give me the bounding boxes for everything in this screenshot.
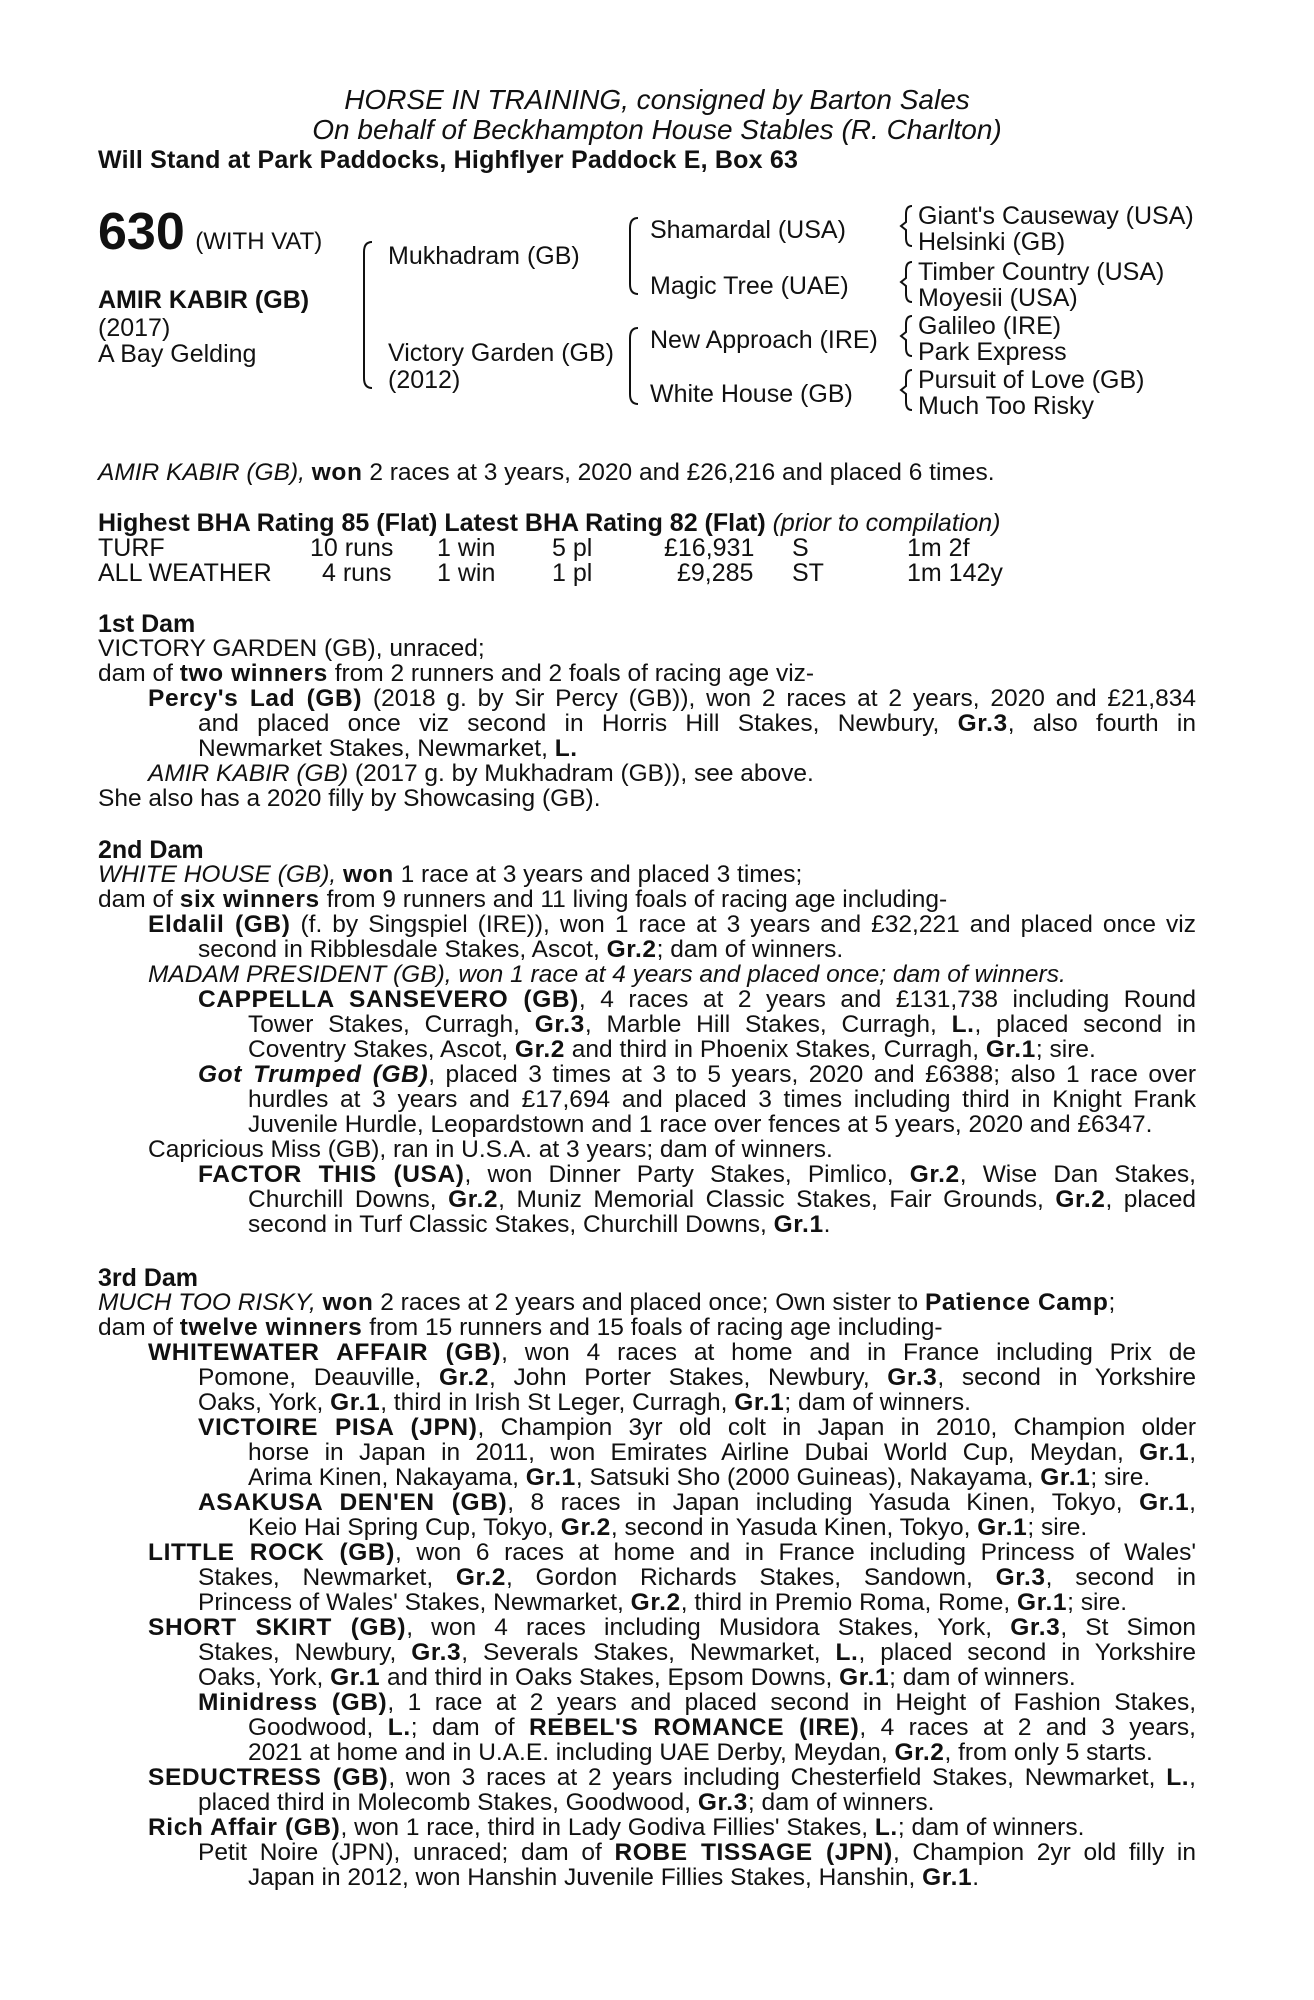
sire-dam: Magic Tree (UAE) [650,272,849,300]
horse-name: AMIR KABIR (GB) [98,286,310,314]
dam3-line: MUCH TOO RISKY, won 2 races at 2 years and placed once; Own sister to Patience Camp; [98,1289,1116,1316]
dam2-line: second in Turf Classic Stakes, Churchill Downs, Gr.1. [248,1211,831,1238]
lot-vat: (WITH VAT) [195,228,323,255]
dam-bracket [626,326,640,406]
dam1-line: Newmarket Stakes, Newmarket, L. [198,735,578,762]
lot-number: 630 [98,203,185,261]
third-dam-heading: 3rd Dam [98,1264,199,1292]
first-dam-heading: 1st Dam [98,610,196,638]
sd-bracket [900,260,914,304]
stand-location-line: Will Stand at Park Paddocks, Highflyer Paddock E, Box 63 [98,146,799,174]
sd-dam: Moyesii (USA) [918,284,1078,312]
rt-distance: 1m 142y [907,559,1003,587]
ss-dam: Helsinki (GB) [918,228,1066,256]
rt-wins: 1 win [437,534,496,562]
dam3-line: dam of twelve winners from 15 runners and 15 foals of racing age including- [98,1314,943,1341]
dam2-line: Got Trumped (GB), placed 3 times at 3 to 5 years, 2020 and £6388; also 1 race over [198,1061,1197,1088]
dam3-line: Petit Noire (JPN), unraced; dam of ROBE TISSAGE (JPN), Champion 2yr old filly in [198,1839,1196,1866]
lot-heading [98,202,322,262]
dam3-line: Japan in 2012, won Hanshin Juvenile Fillies Stakes, Hanshin, Gr.1. [248,1864,980,1891]
dam-dam: White House (GB) [650,380,853,408]
dam3-line: Minidress (GB), 1 race at 2 years and placed second in Height of Fashion Stakes, [198,1689,1196,1716]
dd-dam: Much Too Risky [918,392,1094,420]
behalf-line: On behalf of Beckhampton House Stables (R. Charlton) [312,114,1002,145]
dam3-line: ASAKUSA DEN'EN (GB), 8 races in Japan including Yasuda Kinen, Tokyo, Gr.1, [198,1489,1196,1516]
dam3-line: Pomone, Deauville, Gr.2, John Porter Stakes, Newbury, Gr.3, second in Yorkshire [198,1364,1196,1391]
dam3-line: 2021 at home and in U.A.E. including UAE Derby, Meydan, Gr.2, from only 5 starts. [248,1739,1153,1766]
dam1-line: She also has a 2020 filly by Showcasing (GB). [98,785,601,812]
dam2-line: Coventry Stakes, Ascot, Gr.2 and third in Phoenix Stakes, Curragh, Gr.1; sire. [248,1036,1096,1063]
ds-sire: Galileo (IRE) [918,312,1062,340]
bha-rating: Highest BHA Rating 85 (Flat) Latest BHA Rating 82 (Flat) (prior to compilation) [98,509,1001,537]
dam3-line: horse in Japan in 2011, won Emirates Airline Dubai World Cup, Meydan, Gr.1, [248,1439,1196,1466]
dam1-line: VICTORY GARDEN (GB), unraced; [98,635,485,662]
dam3-line: SEDUCTRESS (GB), won 3 races at 2 years including Chesterfield Stakes, Newmarket, L., [148,1764,1196,1791]
rt-distance: 1m 2f [907,534,970,562]
dam2-line: dam of six winners from 9 runners and 11 living foals of racing age including- [98,886,948,913]
dam-year: (2012) [388,366,461,394]
dam2-line: Capricious Miss (GB), ran in U.S.A. at 3 years; dam of winners. [148,1136,833,1163]
consignor-line: HORSE IN TRAINING, consigned by Barton Sales [344,84,970,115]
rt-placed: 1 pl [552,559,593,587]
ds-bracket [900,314,914,358]
dam2-line: CAPPELLA SANSEVERO (GB), 4 races at 2 years and £131,738 including Round [198,986,1196,1013]
rt-runs: 4 runs [322,559,392,587]
dam2-line: Churchill Downs, Gr.2, Muniz Memorial Classic Stakes, Fair Grounds, Gr.2, placed [248,1186,1196,1213]
dam3-line: Princess of Wales' Stakes, Newmarket, Gr.2, third in Premio Roma, Rome, Gr.1; sire. [198,1589,1128,1616]
dam3-line: Rich Affair (GB), won 1 race, third in Lady Godiva Fillies' Stakes, L.; dam of winners. [148,1814,1085,1841]
rt-earnings: £9,285 [677,559,754,587]
dam2-line: Juvenile Hurdle, Leopardstown and 1 race over fences at 5 years, 2020 and £6347. [248,1111,1153,1138]
dam2-line: WHITE HOUSE (GB), won 1 race at 3 years and placed 3 times; [98,861,803,888]
dam-name: Victory Garden (GB) [388,339,615,367]
rt-surface: ALL WEATHER [98,559,272,587]
rt-going: S [792,534,809,562]
dam3-line: Oaks, York, Gr.1, third in Irish St Leger, Curragh, Gr.1; dam of winners. [198,1389,971,1416]
rt-placed: 5 pl [552,534,593,562]
dam1-line: dam of two winners from 2 runners and 2 foals of racing age viz- [98,660,815,687]
dam2-line: Tower Stakes, Curragh, Gr.3, Marble Hill Stakes, Curragh, L., placed second in [248,1011,1196,1038]
rt-wins: 1 win [437,559,496,587]
second-dam-heading: 2nd Dam [98,836,204,864]
rt-surface: TURF [98,534,165,562]
dam2-line: FACTOR THIS (USA), won Dinner Party Stakes, Pimlico, Gr.2, Wise Dan Stakes, [198,1161,1196,1188]
dam3-line: Stakes, Newbury, Gr.3, Severals Stakes, Newmarket, L., placed second in Yorkshire [198,1639,1196,1666]
dam2-line: hurdles at 3 years and £17,694 and placed 3 times including third in Knight Frank [248,1086,1196,1113]
dam2-line: MADAM PRESIDENT (GB), won 1 race at 4 years and placed once; dam of winners. [148,961,1066,988]
dam3-line: placed third in Molecomb Stakes, Goodwood, Gr.3; dam of winners. [198,1789,935,1816]
dam3-line: Keio Hai Spring Cup, Tokyo, Gr.2, second in Yasuda Kinen, Tokyo, Gr.1; sire. [248,1514,1088,1541]
dam3-line: Goodwood, L.; dam of REBEL'S ROMANCE (IRE), 4 races at 2 and 3 years, [248,1714,1196,1741]
horse-description: A Bay Gelding [98,340,257,368]
dam3-line: Oaks, York, Gr.1 and third in Oaks Stakes, Epsom Downs, Gr.1; dam of winners. [198,1664,1076,1691]
dd-bracket [900,368,914,412]
dam1-line: AMIR KABIR (GB) (2017 g. by Mukhadram (GB)), see above. [148,760,814,787]
rt-earnings: £16,931 [664,534,755,562]
dam1-line: and placed once viz second in Horris Hill Stakes, Newbury, Gr.3, also fourth in [198,710,1196,737]
pedigree-bracket [360,240,374,390]
sd-sire: Timber Country (USA) [918,258,1165,286]
dam2-line: second in Ribblesdale Stakes, Ascot, Gr.2; dam of winners. [198,936,844,963]
rt-runs: 10 runs [310,534,394,562]
dam3-line: WHITEWATER AFFAIR (GB), won 4 races at home and in France including Prix de [148,1339,1196,1366]
dam3-line: Stakes, Newmarket, Gr.2, Gordon Richards Stakes, Sandown, Gr.3, second in [198,1564,1197,1591]
dam-sire: New Approach (IRE) [650,326,878,354]
dam1-line: Percy's Lad (GB) (2018 g. by Sir Percy (GB)), won 2 races at 2 years, 2020 and £21,834 [148,685,1196,712]
ss-sire: Giant's Causeway (USA) [918,202,1194,230]
ds-dam: Park Express [918,338,1067,366]
race-summary: AMIR KABIR (GB), won 2 races at 3 years, 2020 and £26,216 and placed 6 times. [98,459,995,486]
sire-bracket [626,216,640,296]
sire-sire: Shamardal (USA) [650,216,846,244]
dam3-line: VICTOIRE PISA (JPN), Champion 3yr old colt in Japan in 2010, Champion older [198,1414,1196,1441]
ss-bracket [900,204,914,248]
sire-name: Mukhadram (GB) [388,242,580,270]
dam3-line: Arima Kinen, Nakayama, Gr.1, Satsuki Sho (2000 Guineas), Nakayama, Gr.1; sire. [248,1464,1151,1491]
horse-year: (2017) [98,314,171,342]
dd-sire: Pursuit of Love (GB) [918,366,1145,394]
dam3-line: LITTLE ROCK (GB), won 6 races at home and in France including Princess of Wales' [148,1539,1196,1566]
dam3-line: SHORT SKIRT (GB), won 4 races including Musidora Stakes, York, Gr.3, St Simon [148,1614,1197,1641]
dam2-line: Eldalil (GB) (f. by Singspiel (IRE)), won 1 race at 3 years and £32,221 and placed once viz [148,911,1197,938]
rt-going: ST [792,559,824,587]
